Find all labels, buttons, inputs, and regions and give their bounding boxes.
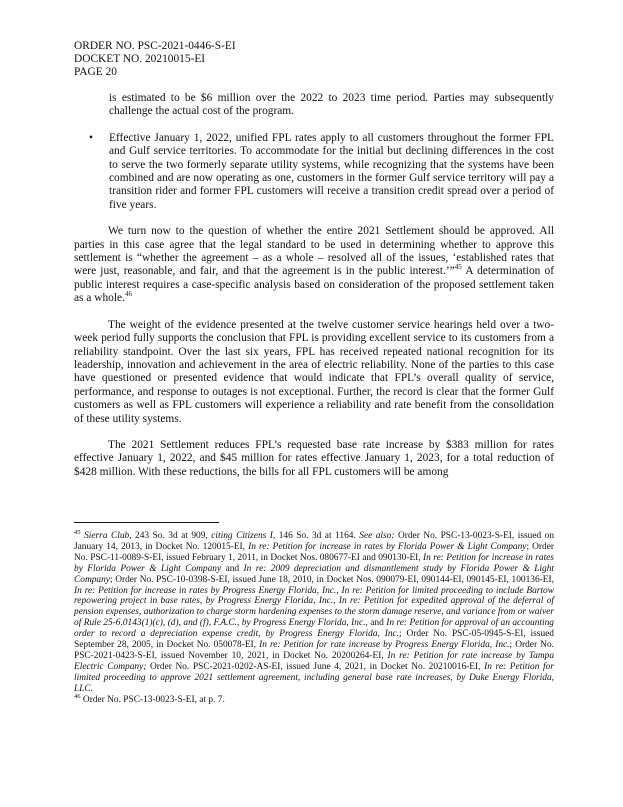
paragraph-text: We turn now to the question of whether the entire 2021 Settlement should be approved. All parties in this case agree that the legal standard to be used in determining whether to approve this settlement is “whether the agreement – as a whole – resolved all of the issues, ‘established rates that were just, reasonable, and fair, and that the agreement is in the public interest.’” bbox=[74, 225, 554, 278]
footnote-number: 45 bbox=[74, 528, 81, 536]
document-body bbox=[74, 92, 554, 492]
paragraph-text: A determination of public interest requires a case-specific analysis based on consideration of the proposed settlement taken as a whole. bbox=[74, 265, 554, 305]
bullet-icon: • bbox=[89, 131, 93, 144]
citation-text: ; Order No. PSC-10-0398-S-EI, issued June 18, 2010, in Docket Nos. 090079-EI, 090144-EI, 090145-EI, 100136-EI, bbox=[109, 574, 554, 585]
page-header bbox=[74, 40, 236, 79]
order-number: ORDER NO. PSC-2021-0446-S-EI bbox=[74, 40, 236, 52]
footnote-ref-45[interactable]: 45 bbox=[454, 263, 462, 272]
footnote-45 bbox=[74, 528, 555, 695]
docket-number: DOCKET NO. 20210015-EI bbox=[74, 53, 206, 65]
citation-text: Order No. PSC-13-0023-S-EI, issued on January 14, 2013, in Docket No. 120015-EI, bbox=[74, 531, 555, 552]
case-title: In re: Petition for increase in rates by Florida Power & Light Company bbox=[74, 552, 554, 574]
footnote-number: 46 bbox=[74, 692, 81, 700]
bullet-paragraph bbox=[74, 132, 554, 212]
footnote-divider bbox=[74, 522, 219, 523]
bullet-text: Effective January 1, 2022, unified FPL rates apply to all customers throughout the former FPL and Gulf service territories. To accommodate for the initial but declining differences in the cost to serve the two formerly separate utility systems, while recognizing that the systems have been combined and are now operating as one, customers in the former Gulf service territory will pay a transition rider and former FPL customers will receive a transition credit spread over a period of five years. bbox=[109, 131, 554, 211]
case-citation: citing Citizens I bbox=[211, 531, 273, 541]
case-title: In re: Petition for increase in rates by Florida Power & Light Company bbox=[248, 541, 527, 552]
citation-text: Order No. PSC-13-0023-S-EI, at p. 7. bbox=[80, 694, 225, 705]
footnote-ref-46[interactable]: 46 bbox=[124, 290, 132, 299]
case-title: In re: 2009 depreciation and dismantlement study by Florida Power & Light Company bbox=[74, 563, 554, 585]
citation-text: , 243 So. 3d at 909, bbox=[129, 531, 212, 541]
paragraph-continuation: is estimated to be $6 million over the 2022 to 2023 time period. Parties may subsequently challenge the actual cost of the program. bbox=[109, 92, 554, 118]
citation-text: , 146 So. 3d at 1164. bbox=[272, 531, 360, 541]
footnote-46 bbox=[74, 692, 554, 706]
paragraph-evidence: The weight of the evidence presented at the twelve customer service hearings held over a two-week period fully supports the conclusion that FPL is providing excellent service to its customers from a reliability standpoint. Over the last six years, FPL has received repeated national recognition for its leadership, innovation and achievement in the area of electric reliability. None of the parties to this case have questioned or presented evidence that would indicate that FPL’s overall quality of service, performance, and response to outages is not exceptional. Further, the record is clear that the former Gulf customers as well as FPL customers will experience a reliability and rate benefit from the consolidation of these utility systems. bbox=[74, 318, 554, 425]
citation-text: Order No. PSC-2021-0202-AS-EI, issued June 4, 2021, in Docket No. 20210016-EI, bbox=[146, 661, 485, 672]
citation-text: ; Order No. PSC-2021-0423-S-EI, issued November 10, 2021, in Docket No. 20200264-EI, bbox=[74, 640, 554, 661]
case-citation: Sierra Club bbox=[84, 531, 130, 541]
citation-text: , and bbox=[365, 618, 387, 629]
citation-text: and bbox=[221, 563, 244, 574]
case-title: In re: Petition for limited proceeding to approve 2021 settlement agreement, including general base rate increases, by Duke Energy Florida, LLC. bbox=[74, 661, 554, 694]
signal-text: See also: bbox=[359, 531, 395, 541]
case-title: In re: Petition for rate increase by Tampa Electric Company; bbox=[74, 650, 555, 672]
citation-text: ; Order No. PSC-11-0089-S-EI, issued February 1, 2011, in Docket Nos. 080677-EI and 090130-EI, bbox=[74, 541, 554, 563]
case-title: In re: Petition for rate increase by Progress Energy Florida, Inc. bbox=[259, 640, 510, 651]
paragraph-settlement-approval bbox=[74, 225, 554, 305]
paragraph-rate-reduction: The 2021 Settlement reduces FPL’s requested base rate increase by $383 million for rates effective January 1, 2022, and $45 million for rates effective January 1, 2023, for a total reduction of $428 million. With these reductions, the bills for all FPL customers will be among bbox=[74, 438, 554, 478]
case-title: In re: Petition for approval of an accounting order to record a depreciation expense credit, by Progress Energy Florida, Inc. bbox=[74, 618, 554, 640]
case-title: In re: Petition for increase in rates by Progress Energy Florida, Inc., In re: Petition for limited proceeding to include Bartow repowering project in base rates, by Progress Energy Florida, Inc., In re: Petition for expedited approval of the deferral of pension expenses, authorization to charge storm hardening expenses to the storm damage reserve, and variance from or waiver of Rule 25-6.0143(1)(c), (d), and (f), F.A.C., by Progress Energy Florida, Inc. bbox=[74, 585, 554, 629]
citation-text: ; Order No. PSC-05-0945-S-EI, issued September 28, 2005, in Docket No. 050078-EI, bbox=[74, 629, 554, 651]
page-number: PAGE 20 bbox=[74, 66, 117, 78]
footnotes bbox=[74, 528, 555, 706]
